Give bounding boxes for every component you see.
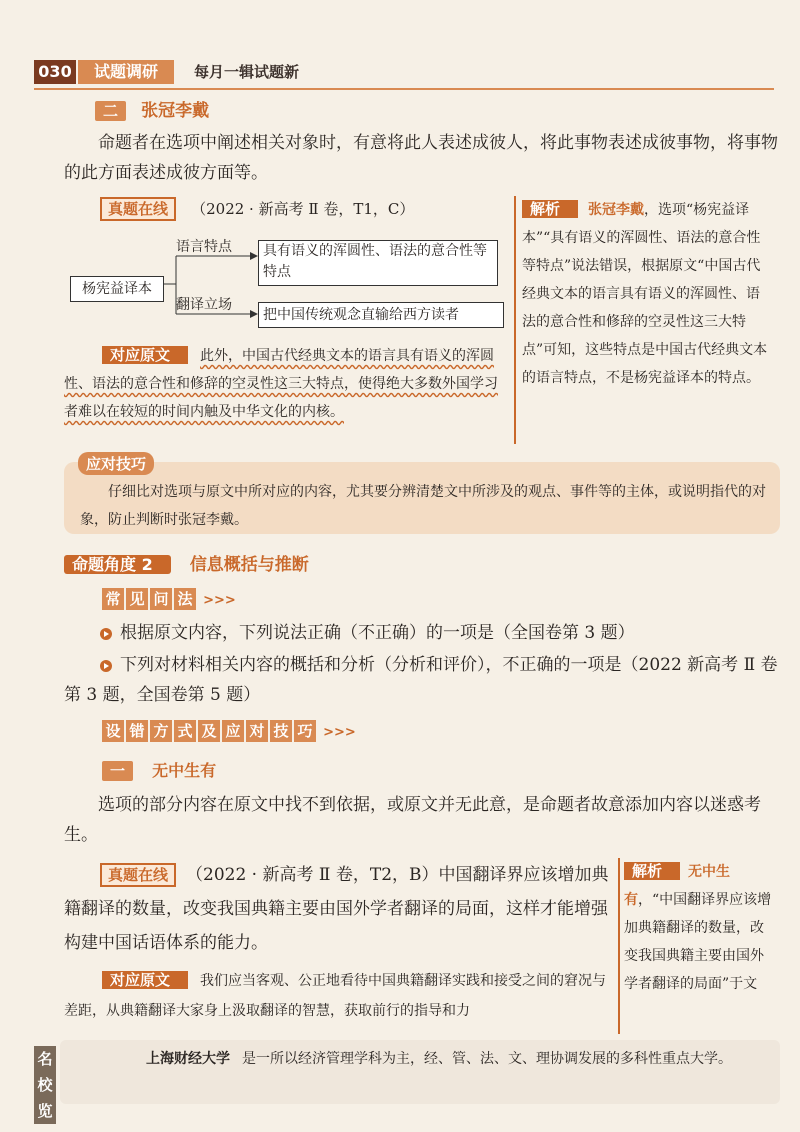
- method-heading: [102, 720, 356, 742]
- example1-original-text: 此外，中国古代经典文本的语言具有语义的浑圆性、语法的意合性和修辞的空灵性这三大特点，使得绝大多数外国学习者难以在较短的时间内触及中华文化的内核。: [64, 348, 498, 420]
- example2-analysis-keyword: 无中生有: [624, 864, 731, 908]
- footer-school: 上海财经大学: [146, 1051, 230, 1067]
- footer-box: [37, 1040, 780, 1120]
- page-number: 030: [34, 60, 76, 84]
- footer-side-char: 览: [37, 1102, 53, 1120]
- question-1-text: 根据原文内容，下列说法正确（不正确）的一项是（全国卷第 3 题）: [120, 623, 635, 643]
- example2-label: 真题在线: [100, 863, 176, 887]
- diagram-root: 杨宪益译本: [70, 276, 164, 302]
- diagram-branch1-label: 语言特点: [176, 239, 232, 255]
- method-char: 及: [198, 720, 220, 742]
- example1-analysis: [522, 196, 772, 392]
- example1-analysis-text: ，选项“杨宪益译本”“具有语义的浑圆性、语法的意合性等特点”说法错误，根据原文“中国古代经典文本的语言具有语义的浑圆性、语法的意合性和修辞的空灵性这三大特点”可知，这些特点是中国古代经典文本的语言特点，不是杨宪益译本的特点。: [522, 202, 768, 386]
- header-subtitle: 每月一辑试题新: [194, 63, 300, 81]
- tips-box: [64, 455, 780, 534]
- question-1: [100, 618, 780, 648]
- method-char: 对: [246, 720, 268, 742]
- method-char: 式: [174, 720, 196, 742]
- method-char: 技: [270, 720, 292, 742]
- page-header: [34, 54, 774, 90]
- section2-intro: 选项的部分内容在原文中找不到依据，或原文并无此意，是命题者故意添加内容以迷惑考生。: [64, 795, 761, 845]
- footer-text: 是一所以经济管理学科为主，经、管、法、文、理协调发展的多科性重点大学。: [242, 1051, 732, 1067]
- section2-marker: 一: [102, 761, 133, 781]
- example2-original: [64, 966, 612, 1026]
- method-char: 错: [126, 720, 148, 742]
- common-char: 问: [150, 588, 172, 610]
- common-char: 法: [174, 588, 196, 610]
- example1-analysis-label: 解析: [522, 200, 578, 218]
- example2-original-label: 对应原文: [102, 971, 188, 989]
- angle2-title: 信息概括与推断: [189, 555, 309, 575]
- chevrons: >>>: [323, 725, 356, 740]
- header-rule: [34, 88, 774, 90]
- example1-original-label: 对应原文: [102, 346, 188, 364]
- bullet-icon: [100, 660, 112, 672]
- example1-analysis-rule: [514, 196, 516, 444]
- section1-marker: 二: [95, 101, 126, 121]
- example2-analysis-text: ，“中国翻译界应该增加典籍翻译的数量，改变我国典籍主要由国外学者翻译的局面”于文: [624, 892, 772, 992]
- bullet-icon: [100, 628, 112, 640]
- diagram-branch2-box: 把中国传统观念直输给西方读者: [258, 302, 504, 328]
- method-char: 巧: [294, 720, 316, 742]
- angle2-label: 命题角度 2: [64, 555, 171, 574]
- common-char: 见: [126, 588, 148, 610]
- footer-side-label: [34, 1046, 56, 1124]
- example1-original: [64, 342, 508, 426]
- section1-intro: 命题者在选项中阐述相关对象时，有意将此人表述成彼人，将此事物表述成彼事物，将事物的此方面表述成彼方面等。: [64, 133, 778, 183]
- question-2: [64, 650, 780, 710]
- chevrons: >>>: [203, 593, 236, 608]
- angle2-header: [64, 550, 309, 578]
- example1-header: [100, 198, 414, 219]
- section2-title: 无中生有: [152, 761, 217, 780]
- section2-heading: [102, 758, 216, 786]
- method-char: 设: [102, 720, 124, 742]
- common-char: 常: [102, 588, 124, 610]
- example1-analysis-keyword: 张冠李戴: [588, 202, 645, 218]
- diagram-branch2-label: 翻译立场: [176, 297, 232, 313]
- example2-text: （2022 · 新高考 Ⅱ 卷，T2，B）中国翻译界应该增加典籍翻译的数量，改变我国典籍主要由国外学者翻译的局面，这样才能增强构建中国话语体系的能力。: [64, 865, 609, 953]
- example2-analysis-rule: [618, 858, 620, 1034]
- example2-analysis-label: 解析: [624, 862, 680, 880]
- example2-original-text: 我们应当客观、公正地看待中国典籍翻译实践和接受之间的窘况与差距，从典籍翻译大家身上汲取翻译的智慧，获取前行的指导和力: [64, 973, 607, 1019]
- common-questions-heading: [102, 588, 236, 610]
- tips-label: 应对技巧: [78, 452, 154, 475]
- diagram-branch1-box: 具有语义的浑圆性、语法的意合性等特点: [258, 240, 498, 286]
- footer-side-char: 校: [37, 1076, 53, 1094]
- method-char: 应: [222, 720, 244, 742]
- example2-analysis: [624, 858, 776, 998]
- example2: [64, 858, 612, 960]
- section1-title: 张冠李戴: [141, 101, 210, 121]
- footer-content: [146, 1048, 746, 1070]
- method-char: 方: [150, 720, 172, 742]
- section1-heading: [95, 96, 209, 124]
- tips-text: 仔细比对选项与原文中所对应的内容，尤其要分辨清楚文中所涉及的观点、事件等的主体，或说明指代的对象，防止判断时张冠李戴。: [80, 484, 766, 528]
- footer-side-char: 名: [37, 1050, 53, 1068]
- question-2-text: 下列对材料相关内容的概括和分析（分析和评价），不正确的一项是（2022 新高考 Ⅱ 卷第 3 题，全国卷第 5 题）: [64, 655, 778, 705]
- example1-source: （2022 · 新高考 Ⅱ 卷，T1，C）: [191, 200, 415, 218]
- section-tag: 试题调研: [78, 60, 174, 84]
- example1-label: 真题在线: [100, 197, 176, 221]
